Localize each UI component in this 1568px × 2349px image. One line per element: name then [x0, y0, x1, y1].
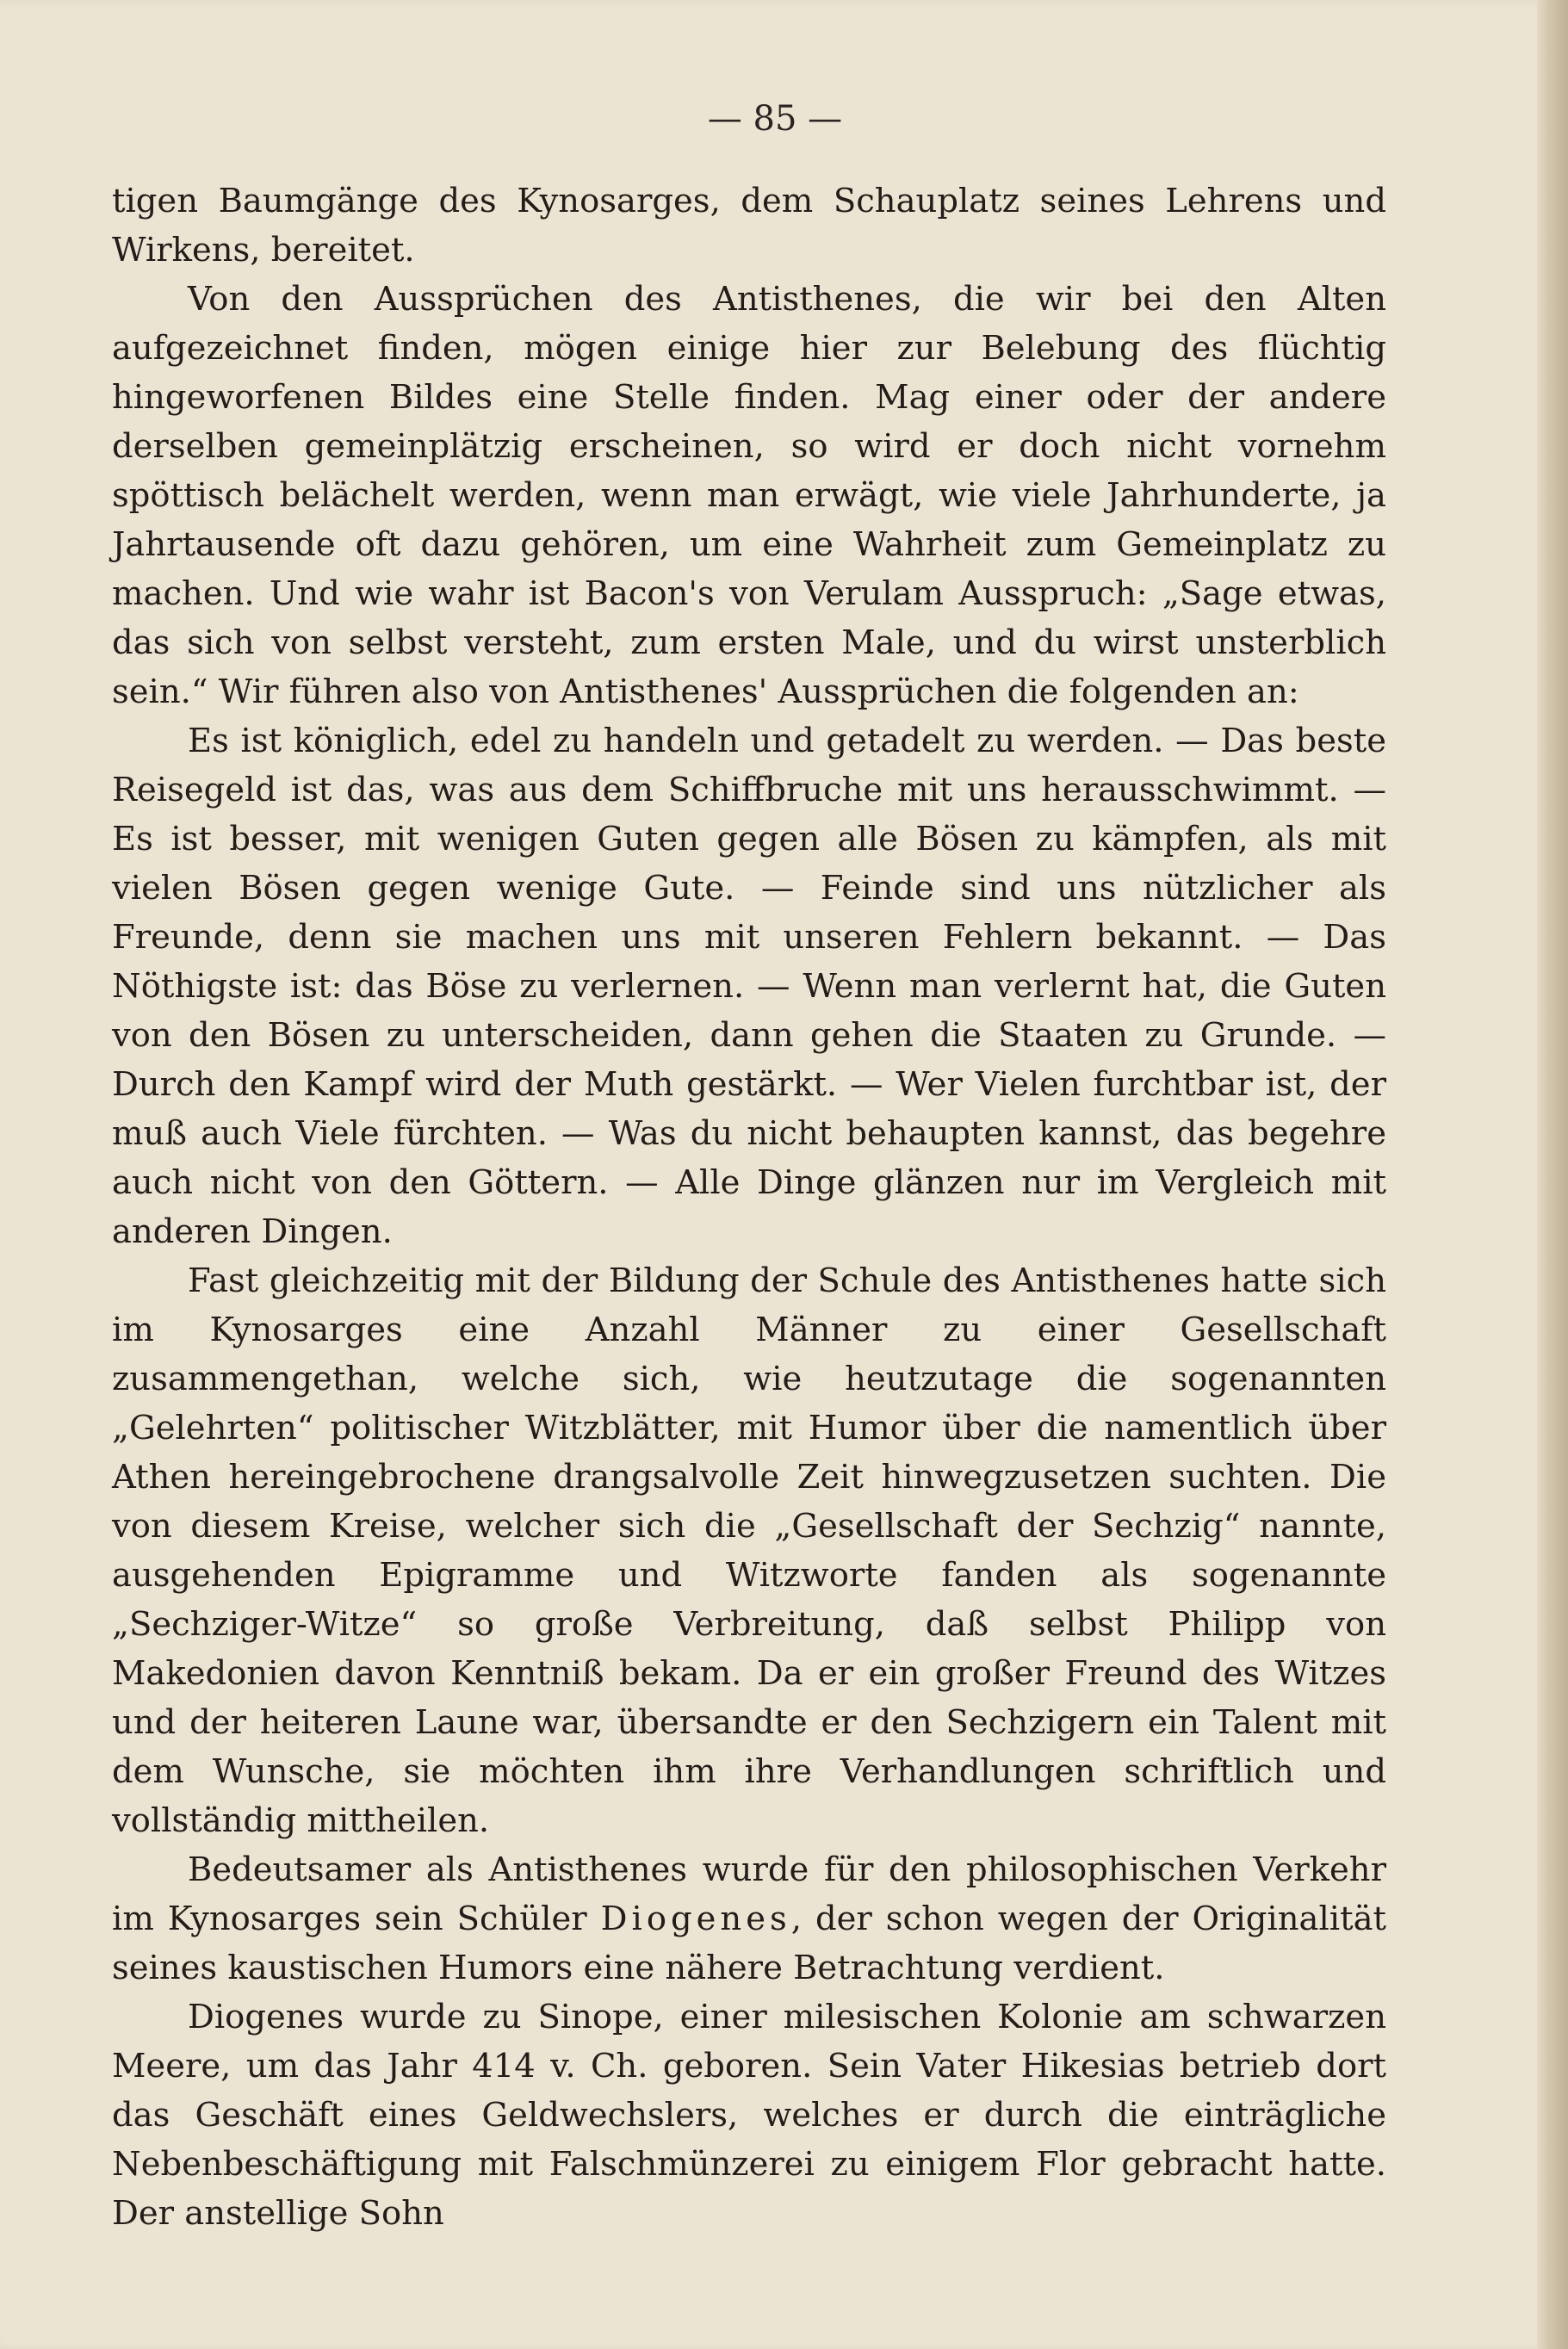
- paragraph-3-sayings: Es ist königlich, edel zu handeln und getadelt zu werden. — Das beste Reisegeld ist das, was aus dem Schiffbruche mit uns herausschwimmt. — Es ist besser, mit wenigen Guten gegen alle Bösen zu kämpfen, als mit vielen Bösen gegen wenige Gute. — Feinde sind uns nützlicher als Freunde, denn sie machen uns mit unseren Fehlern bekannt. — Das Nöthigste ist: das Böse zu verlernen. — Wenn man verlernt hat, die Guten von den Bösen zu unterscheiden, dann gehen die Staaten zu Grunde. — Durch den Kampf wird der Muth gestärkt. — Wer Vielen furchtbar ist, der muß auch Viele fürchten. — Was du nicht behaupten kannst, das begehre auch nicht von den Göttern. — Alle Dinge glänzen nur im Vergleich mit anderen Dingen.: [112, 722, 1386, 1251]
- page-number: — 85 —: [707, 99, 843, 139]
- paragraph-5: [112, 1845, 1386, 1993]
- paragraph-2: Von den Aussprüchen des Antisthenes, die wir bei den Alten aufgezeichnet finden, mögen einige hier zur Belebung des flüchtig hingeworfenen Bildes eine Stelle finden. Mag einer oder der andere derselben gemeinplätzig erscheinen, so wird er doch nicht vornehm spöttisch belächelt werden, wenn man erwägt, wie viele Jahrhunderte, ja Jahrtausende oft dazu gehören, um eine Wahrheit zum Gemeinplatz zu machen. Und wie wahr ist Bacon's von Verulam Ausspruch: „Sage etwas, das sich von selbst versteht, zum ersten Male, und du wirst unsterblich sein.“ Wir führen also von Antisthenes' Aussprüchen die folgenden an:: [112, 280, 1386, 711]
- paragraph-4: Fast gleichzeitig mit der Bildung der Schule des Antisthenes hatte sich im Kynosarges eine Anzahl Männer zu einer Gesellschaft zusammengethan, welche sich, wie heutzutage die sogenannten „Gelehrten“ politischer Witzblätter, mit Humor über die namentlich über Athen hereingebrochene drangsalvolle Zeit hinwegzusetzen suchten. Die von diesem Kreise, welcher sich die „Gesellschaft der Sechzig“ nannte, ausgehenden Epigramme und Witzworte fanden als sogenannte „Sechziger-Witze“ so große Verbreitung, daß selbst Philipp von Makedonien davon Kenntniß bekam. Da er ein großer Freund des Witzes und der heiteren Laune war, übersandte er den Sechzigern ein Talent mit dem Wunsche, sie möchten ihm ihre Verhandlungen schriftlich und vollständig mittheilen.: [112, 1261, 1386, 1840]
- paragraph-5-before: Bedeutsamer als Antisthenes wurde für den philosophischen Verkehr im Kynosarges sein Schüler: [112, 1850, 1386, 1938]
- body-text: [112, 177, 1386, 2238]
- paragraph-5-after: , der schon wegen der Originalität seines kaustischen Humors eine nähere Betrachtung verdient.: [112, 1900, 1386, 1987]
- name-diogenes-spaced: Diogenes: [600, 1900, 791, 1938]
- paragraph-1: tigen Baumgänge des Kynosarges, dem Schauplatz seines Lehrens und Wirkens, bereitet.: [112, 182, 1386, 270]
- paragraph-6: Diogenes wurde zu Sinope, einer milesischen Kolonie am schwarzen Meere, um das Jahr 414 v. Ch. geboren. Sein Vater Hikesias betrieb dort das Geschäft eines Geldwechslers, welches er durch die einträgliche Nebenbeschäftigung mit Falschmünzerei zu einigem Flor gebracht hatte. Der anstellige Sohn: [112, 1998, 1386, 2233]
- page-edge: [1537, 0, 1568, 2349]
